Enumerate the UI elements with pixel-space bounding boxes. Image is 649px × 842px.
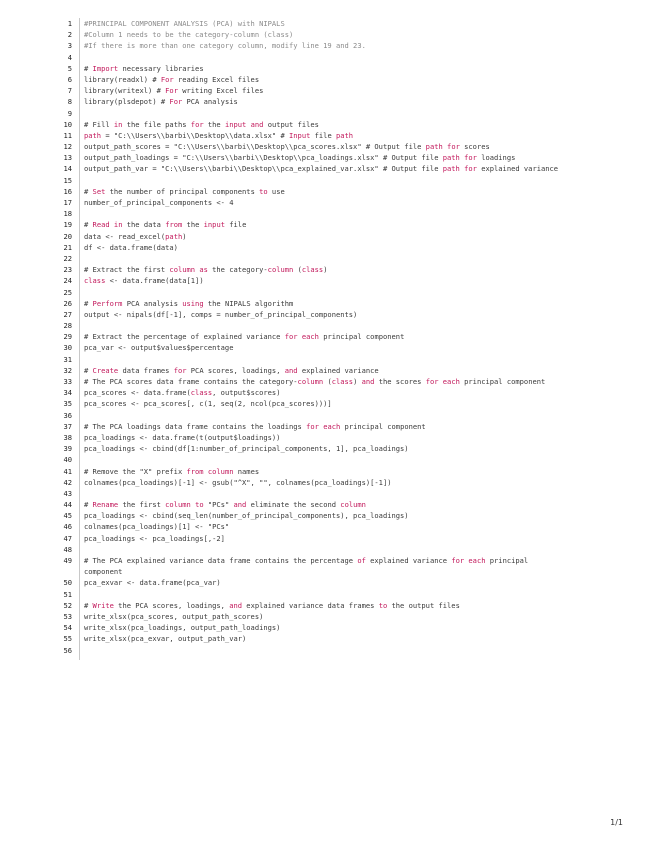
code-line (0, 555, 649, 577)
code-text (84, 342, 564, 353)
keyword-token: and (229, 600, 243, 610)
keyword-token: for (451, 556, 465, 565)
line-number: 45 (63, 511, 72, 521)
code-token: output_path_var = "C:\\Users\\barbi\\Desktop\\pca_explained_var.xlsx" # Output file (84, 164, 443, 174)
code-token: PCA scores, loadings, (186, 365, 285, 375)
line-number: 42 (63, 477, 72, 487)
code-token: # (84, 220, 93, 230)
code-line (0, 633, 649, 644)
code-token: write_xlsx(pca_exvar, output_path_var) (84, 634, 247, 644)
code-line (0, 354, 649, 365)
line-number: 17 (63, 198, 72, 207)
code-token: explained variance (365, 556, 452, 565)
line-number: 6 (67, 74, 72, 84)
code-line (0, 342, 649, 353)
code-token: the (182, 220, 204, 230)
code-text (84, 63, 564, 74)
line-number: 53 (63, 611, 72, 621)
keyword-token: class (331, 377, 354, 386)
code-line (0, 622, 649, 633)
code-token: library(plsdepot) # (84, 97, 170, 107)
code-text (84, 96, 564, 107)
code-token: ) (182, 231, 187, 241)
line-number: 40 (63, 455, 72, 465)
code-line (0, 298, 649, 309)
code-line (0, 242, 649, 253)
code-line (0, 264, 649, 275)
line-number: 20 (63, 231, 72, 241)
code-text (84, 365, 564, 376)
code-token: pca_loadings <- cbind(df[1:number_of_principal_components, 1], pca_loadings) (84, 444, 409, 454)
code-text (84, 387, 564, 398)
code-text (84, 197, 564, 208)
code-line (0, 410, 649, 421)
code-token: # (84, 365, 93, 375)
code-line (0, 175, 649, 186)
code-line (0, 499, 649, 510)
code-token: explained variance (297, 365, 379, 375)
code-token: <- data.frame(data[1]) (105, 276, 204, 286)
keyword-token: column (169, 265, 196, 275)
code-token: explained variance data frames (242, 600, 379, 610)
code-line (0, 85, 649, 96)
code-line (0, 320, 649, 331)
line-number: 15 (63, 175, 72, 185)
code-token: pca_loadings <- data.frame(t(output$loadings)) (84, 432, 281, 442)
code-token: pca_loadings <- cbind(seq_len(number_of_principal_components), pca_loadings) (84, 511, 409, 521)
line-number: 22 (63, 253, 72, 263)
code-token: the output files (387, 600, 460, 610)
code-text (84, 331, 564, 342)
code-token: # Extract the percentage of explained variance (84, 332, 285, 342)
keyword-token: as (199, 265, 208, 275)
code-token: principal component (340, 421, 426, 431)
code-text (84, 633, 564, 644)
line-number: 16 (63, 186, 72, 196)
code-text (84, 510, 564, 521)
code-token: write_xlsx(pca_loadings, output_path_loadings) (84, 623, 281, 633)
code-token: number_of_principal_components <- 4 (84, 198, 234, 207)
keyword-token: Create (92, 365, 119, 375)
keyword-token: for (464, 153, 477, 163)
code-line (0, 443, 649, 454)
code-text (84, 376, 564, 387)
keyword-token: For (160, 74, 174, 84)
code-text (84, 40, 564, 51)
line-number: 12 (63, 142, 72, 152)
line-number: 24 (63, 276, 72, 286)
line-number: 49 (63, 556, 72, 565)
code-token: PCA analysis (122, 298, 183, 308)
code-text (84, 421, 564, 432)
code-text (84, 577, 564, 588)
line-number: 21 (63, 242, 72, 252)
code-line (0, 253, 649, 264)
line-number: 5 (67, 63, 72, 73)
code-line (0, 186, 649, 197)
keyword-token: path (442, 164, 460, 174)
code-line (0, 387, 649, 398)
code-line (0, 577, 649, 588)
code-line (0, 29, 649, 40)
code-line (0, 589, 649, 600)
code-line (0, 287, 649, 298)
code-token: names (233, 466, 260, 476)
keyword-token: for (425, 377, 439, 386)
line-number: 13 (63, 153, 72, 163)
line-number: 31 (63, 354, 72, 364)
keyword-token: path (425, 142, 443, 152)
code-text (84, 533, 564, 544)
code-token: ( (323, 377, 332, 386)
keyword-token: column (267, 265, 294, 275)
line-number: 50 (63, 578, 72, 588)
code-text (84, 443, 564, 454)
code-text (84, 298, 564, 309)
line-number: 26 (63, 298, 72, 308)
line-number: 7 (67, 86, 72, 96)
code-line (0, 63, 649, 74)
line-number: 8 (67, 97, 72, 107)
code-line (0, 488, 649, 499)
code-line (0, 96, 649, 107)
code-token: # (84, 186, 93, 196)
code-text (84, 309, 564, 320)
code-token: # (84, 500, 93, 510)
keyword-token: to (259, 186, 268, 196)
line-number: 11 (63, 130, 72, 140)
code-token: principal component (459, 377, 546, 386)
code-line (0, 521, 649, 532)
keyword-token: each (301, 332, 319, 342)
keyword-token: for (306, 421, 319, 431)
line-number: 10 (63, 119, 72, 129)
line-number: 44 (63, 500, 72, 510)
code-line (0, 421, 649, 432)
keyword-token: Set (92, 186, 106, 196)
code-line (0, 533, 649, 544)
code-line (0, 376, 649, 387)
keyword-token: in (113, 119, 123, 129)
code-line (0, 40, 649, 51)
code-token: scores (459, 142, 490, 152)
line-number: 33 (63, 377, 72, 386)
code-text (84, 398, 564, 409)
code-token: reading Excel files (173, 74, 260, 84)
code-token: # The PCA scores data frame contains the category- (84, 377, 298, 386)
keyword-token: from (186, 466, 204, 476)
keyword-token: of (357, 556, 366, 565)
keyword-token: input (224, 119, 247, 129)
keyword-token: for (284, 332, 298, 342)
code-text (84, 432, 564, 443)
code-line (0, 432, 649, 443)
code-line (0, 197, 649, 208)
line-number: 23 (63, 265, 72, 275)
code-token: colnames(pca_loadings)[1] <- "PCs" (84, 522, 230, 532)
line-number: 55 (63, 634, 72, 644)
code-line (0, 331, 649, 342)
code-text (84, 521, 564, 532)
keyword-token: class (301, 265, 324, 275)
code-text (84, 141, 564, 152)
line-number: 39 (63, 444, 72, 454)
line-number: 14 (63, 164, 72, 174)
line-number: 2 (67, 30, 72, 40)
keyword-token: Perform (92, 298, 123, 308)
keyword-token: each (323, 421, 341, 431)
code-text (84, 152, 564, 163)
code-line (0, 119, 649, 130)
line-number: 47 (63, 533, 72, 543)
keyword-token: path (336, 130, 354, 140)
code-text (84, 275, 564, 286)
code-token: the first (118, 500, 166, 510)
code-token: the category- (207, 265, 268, 275)
keyword-token: for (173, 365, 187, 375)
code-token: use (267, 186, 285, 196)
page-indicator: 1/1 (610, 818, 623, 827)
keyword-token: Read (92, 220, 110, 230)
code-line (0, 510, 649, 521)
code-token: df <- data.frame(data) (84, 242, 178, 252)
code-token: # Fill (84, 119, 114, 129)
line-number: 29 (63, 332, 72, 342)
code-line (0, 152, 649, 163)
line-number: 54 (63, 623, 72, 633)
code-token: # (84, 298, 93, 308)
code-text (84, 499, 564, 510)
code-token: colnames(pca_loadings)[-1] <- gsub("^X", "", colnames(pca_loadings)[-1]) (84, 477, 392, 487)
code-text (84, 29, 564, 40)
code-text (84, 18, 564, 29)
keyword-token: For (169, 97, 183, 107)
code-token: library(writexl) # (84, 86, 166, 96)
keyword-token: for (464, 164, 477, 174)
code-token: output_path_loadings = "C:\\Users\\barbi\\Desktop\\pca_loadings.xlsx" # Output file (84, 153, 443, 163)
code-token: pca_scores <- data.frame( (84, 388, 191, 398)
code-text (84, 466, 564, 477)
code-token: file (310, 130, 336, 140)
keyword-token: path (84, 130, 102, 140)
code-text (84, 477, 564, 488)
code-line (0, 74, 649, 85)
code-text (84, 219, 564, 230)
code-token: # The PCA loadings data frame contains the loadings (84, 421, 307, 431)
keyword-token: class (190, 388, 213, 398)
keyword-token: column (207, 466, 234, 476)
code-token: explained variance (476, 164, 559, 174)
line-number: 9 (67, 108, 72, 118)
line-number: 28 (63, 321, 72, 331)
code-token: the scores (374, 377, 426, 386)
code-text (84, 231, 564, 242)
line-number: 35 (63, 399, 72, 409)
code-token: loadings (476, 153, 516, 163)
line-number: 4 (67, 52, 72, 62)
code-text (84, 163, 564, 174)
line-number: 43 (63, 488, 72, 498)
keyword-token: path (442, 153, 460, 163)
code-token: # The PCA explained variance data frame contains the percentage (84, 556, 358, 565)
code-line (0, 52, 649, 63)
code-token: # Remove the "X" prefix (84, 466, 187, 476)
code-token: ( (293, 265, 302, 275)
keyword-token: Write (92, 600, 114, 610)
code-token: library(readxl) # (84, 74, 161, 84)
code-token: the number of principal components (105, 186, 260, 196)
line-number: 38 (63, 432, 72, 442)
keyword-token: from (165, 220, 183, 230)
line-number: 51 (63, 589, 72, 599)
code-line (0, 544, 649, 555)
code-line (0, 208, 649, 219)
code-token: pca_loadings <- pca_loadings[,-2] (84, 533, 225, 543)
code-text (84, 74, 564, 85)
code-token: the data (122, 220, 166, 230)
code-token: pca_var <- output$values$percentage (84, 343, 234, 353)
line-number: 34 (63, 388, 72, 398)
code-text (84, 622, 564, 633)
keyword-token: column (165, 500, 191, 510)
code-token: ) (353, 377, 362, 386)
keyword-token: to (378, 600, 388, 610)
code-line (0, 309, 649, 320)
code-line (0, 477, 649, 488)
line-number: 27 (63, 309, 72, 319)
code-line (0, 130, 649, 141)
line-number: 18 (63, 209, 72, 219)
line-number: 19 (63, 220, 72, 230)
code-token: eliminate the second (246, 500, 341, 510)
code-token: , output$scores) (212, 388, 281, 398)
keyword-token: and (250, 119, 264, 129)
code-token: = "C:\\Users\\barbi\\Desktop\\data.xlsx" # (101, 130, 290, 140)
line-number: 1 (67, 19, 72, 28)
code-line (0, 600, 649, 611)
keyword-token: column (297, 377, 324, 386)
code-token: writing Excel files (177, 86, 264, 96)
code-token: write_xlsx(pca_scores, output_path_scores) (84, 611, 264, 621)
keyword-token: using (182, 298, 204, 308)
code-token: data frames (118, 365, 174, 375)
code-text (84, 242, 564, 253)
code-token: the file paths (122, 119, 191, 129)
code-token: the PCA scores, loadings, (113, 600, 230, 610)
keyword-token: For (165, 86, 178, 96)
keyword-token: class (84, 276, 106, 286)
keyword-token: each (442, 377, 460, 386)
header-comment-token: #PRINCIPAL COMPONENT ANALYSIS (PCA) with NIPALS (84, 19, 285, 28)
code-token: pca_scores <- pca_scores[, c(1, seq(2, ncol(pca_scores)))] (84, 399, 332, 409)
code-line (0, 108, 649, 119)
code-token: output <- nipals(df[-1], comps = number_of_principal_components) (84, 309, 358, 319)
line-number: 41 (63, 466, 72, 476)
header-comment-token: #If there is more than one category column, modify line 19 and 23. (84, 41, 366, 51)
code-text (84, 186, 564, 197)
code-text (84, 85, 564, 96)
code-listing (0, 18, 649, 656)
line-number: 56 (63, 645, 72, 655)
code-line (0, 365, 649, 376)
code-line (0, 18, 649, 29)
code-text (84, 611, 564, 622)
keyword-token: Import (92, 63, 119, 73)
code-line (0, 163, 649, 174)
line-number: 30 (63, 343, 72, 353)
keyword-token: path (165, 231, 183, 241)
code-text (84, 555, 564, 577)
line-number: 48 (63, 544, 72, 554)
line-number: 52 (63, 600, 72, 610)
code-text (84, 119, 564, 130)
code-line (0, 454, 649, 465)
code-token: PCA analysis (182, 97, 238, 107)
code-token: necessary libraries (118, 63, 204, 73)
code-line (0, 611, 649, 622)
keyword-token: to (195, 500, 204, 510)
header-comment-token: #Column 1 needs to be the category-column (class) (84, 30, 294, 40)
code-token: principal component (84, 556, 533, 577)
line-number: 32 (63, 365, 72, 375)
line-number: 37 (63, 421, 72, 431)
code-token: output_path_scores = "C:\\Users\\barbi\\Desktop\\pca_scores.xlsx" # Output file (84, 142, 426, 152)
code-token: file (225, 220, 247, 230)
line-number: 36 (63, 410, 72, 420)
keyword-token: Input (289, 130, 311, 140)
code-token: data <- read_excel( (84, 231, 166, 241)
code-token: principal component (318, 332, 405, 342)
keyword-token: and (361, 377, 375, 386)
code-line (0, 645, 649, 656)
keyword-token: for (190, 119, 204, 129)
keyword-token: each (468, 556, 486, 565)
keyword-token: in (113, 220, 123, 230)
keyword-token: and (284, 365, 298, 375)
line-number: 3 (67, 41, 72, 51)
keyword-token: input (203, 220, 225, 230)
line-number: 46 (63, 522, 72, 532)
code-token: pca_exvar <- data.frame(pca_var) (84, 578, 221, 588)
code-text (84, 130, 564, 141)
code-line (0, 275, 649, 286)
code-token: # (84, 63, 93, 73)
code-token: # (84, 600, 93, 610)
code-token: # Extract the first (84, 265, 170, 275)
keyword-token: and (233, 500, 247, 510)
keyword-token: column (340, 500, 366, 510)
code-text (84, 600, 564, 611)
code-line (0, 219, 649, 230)
code-token: output files (263, 119, 319, 129)
line-number: 25 (63, 287, 72, 297)
code-token: the NIPALS algorithm (203, 298, 294, 308)
code-text (84, 264, 564, 275)
code-line (0, 141, 649, 152)
code-token: "PCs" (203, 500, 234, 510)
code-token: the (203, 119, 225, 129)
code-line (0, 466, 649, 477)
code-line (0, 231, 649, 242)
keyword-token: Rename (92, 500, 119, 510)
code-token: ) (323, 265, 328, 275)
code-line (0, 398, 649, 409)
keyword-token: for (447, 142, 460, 152)
